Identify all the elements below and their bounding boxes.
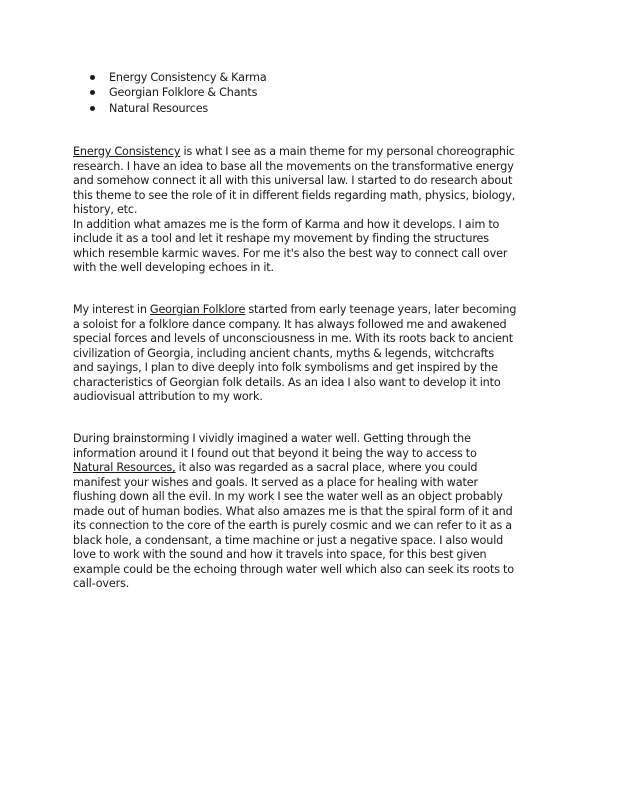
text-line: its connection to the core of the earth is purely cosmic and we can refer to it as a [73,519,512,532]
text-line: special forces and levels of unconsciousness in me. With its roots back to ancient [73,332,513,345]
paragraph-georgian-folklore [73,303,516,405]
text-line [73,145,515,160]
text-line: love to work with the sound and how it travels into space, for this best given [73,548,487,561]
text-segment: started from early teenage years, later becoming [245,303,517,316]
paragraph-energy-consistency [73,145,515,276]
document-page [73,70,563,590]
bullet-icon [90,75,95,80]
topic-item [73,85,563,100]
topic-label: Energy Consistency & Karma [109,71,267,84]
text-line: include it as a tool and let it reshape my movement by finding the structures [73,232,489,245]
georgian-folklore-term: Georgian Folklore [149,303,246,316]
text-line: information around it I found out that beyond it being the way to access to [73,446,477,460]
paragraph-natural-resources [73,432,514,592]
text-line: example could be the echoing through water well which also can seek its roots to [73,562,514,576]
energy-consistency-term: Energy Consistency [73,145,181,158]
text-line: In addition what amazes me is the form of Karma and how it develops. I aim to [73,217,500,231]
text-line: and sayings, I plan to dive deeply into folk symbolisms and get inspired by the [73,361,498,374]
text-line: research. I have an idea to base all the movements on the transformative energy [73,159,514,173]
text-segment: My interest in [73,303,150,316]
bullet-icon [90,106,95,111]
text-line: manifest your wishes and goals. It served as a place for healing with water [73,475,478,489]
text-line [73,303,516,318]
topic-label: Natural Resources [109,101,209,115]
text-line: which resemble karmic waves. For me it's also the best way to connect call over [73,246,508,260]
text-line: with the well developing echoes in it. [73,261,274,274]
text-line: black hole, a condensant, a time machine or just a negative space. I also would [73,533,504,547]
text-segment: is what I see as a main theme for my personal choreographic [180,145,515,158]
text-line: and somehow connect it all with this universal law. I started to do research about [73,174,513,187]
natural-resources-term: Natural Resources, [73,461,176,474]
topic-item [73,70,563,85]
text-line: made out of human bodies. What also amazes me is that the spiral form of it and [73,504,513,518]
topic-label: Georgian Folklore & Chants [109,86,258,100]
text-line: civilization of Georgia, including ancient chants, myths & legends, witchcrafts [73,346,495,360]
text-line: history, etc. [73,203,138,216]
text-segment: it also was regarded as a sacral place, where you could [175,461,478,474]
text-line: a soloist for a folklore dance company. It has always followed me and awakened [73,317,507,331]
text-line: characteristics of Georgian folk details. As an idea I also want to develop it into [73,375,501,389]
text-line [73,461,514,476]
topics-list [73,70,563,116]
bullet-icon [90,90,95,95]
text-line: flushing down all the evil. In my work I see the water well as an object probably [73,490,503,503]
text-line: this theme to see the role of it in different fields regarding math, physics, biology, [73,188,516,202]
text-line: audiovisual attribution to my work. [73,390,263,403]
text-line: During brainstorming I vividly imagined a water well. Getting through the [73,432,471,445]
text-line: call-overs. [73,577,130,590]
topic-item [73,101,563,116]
